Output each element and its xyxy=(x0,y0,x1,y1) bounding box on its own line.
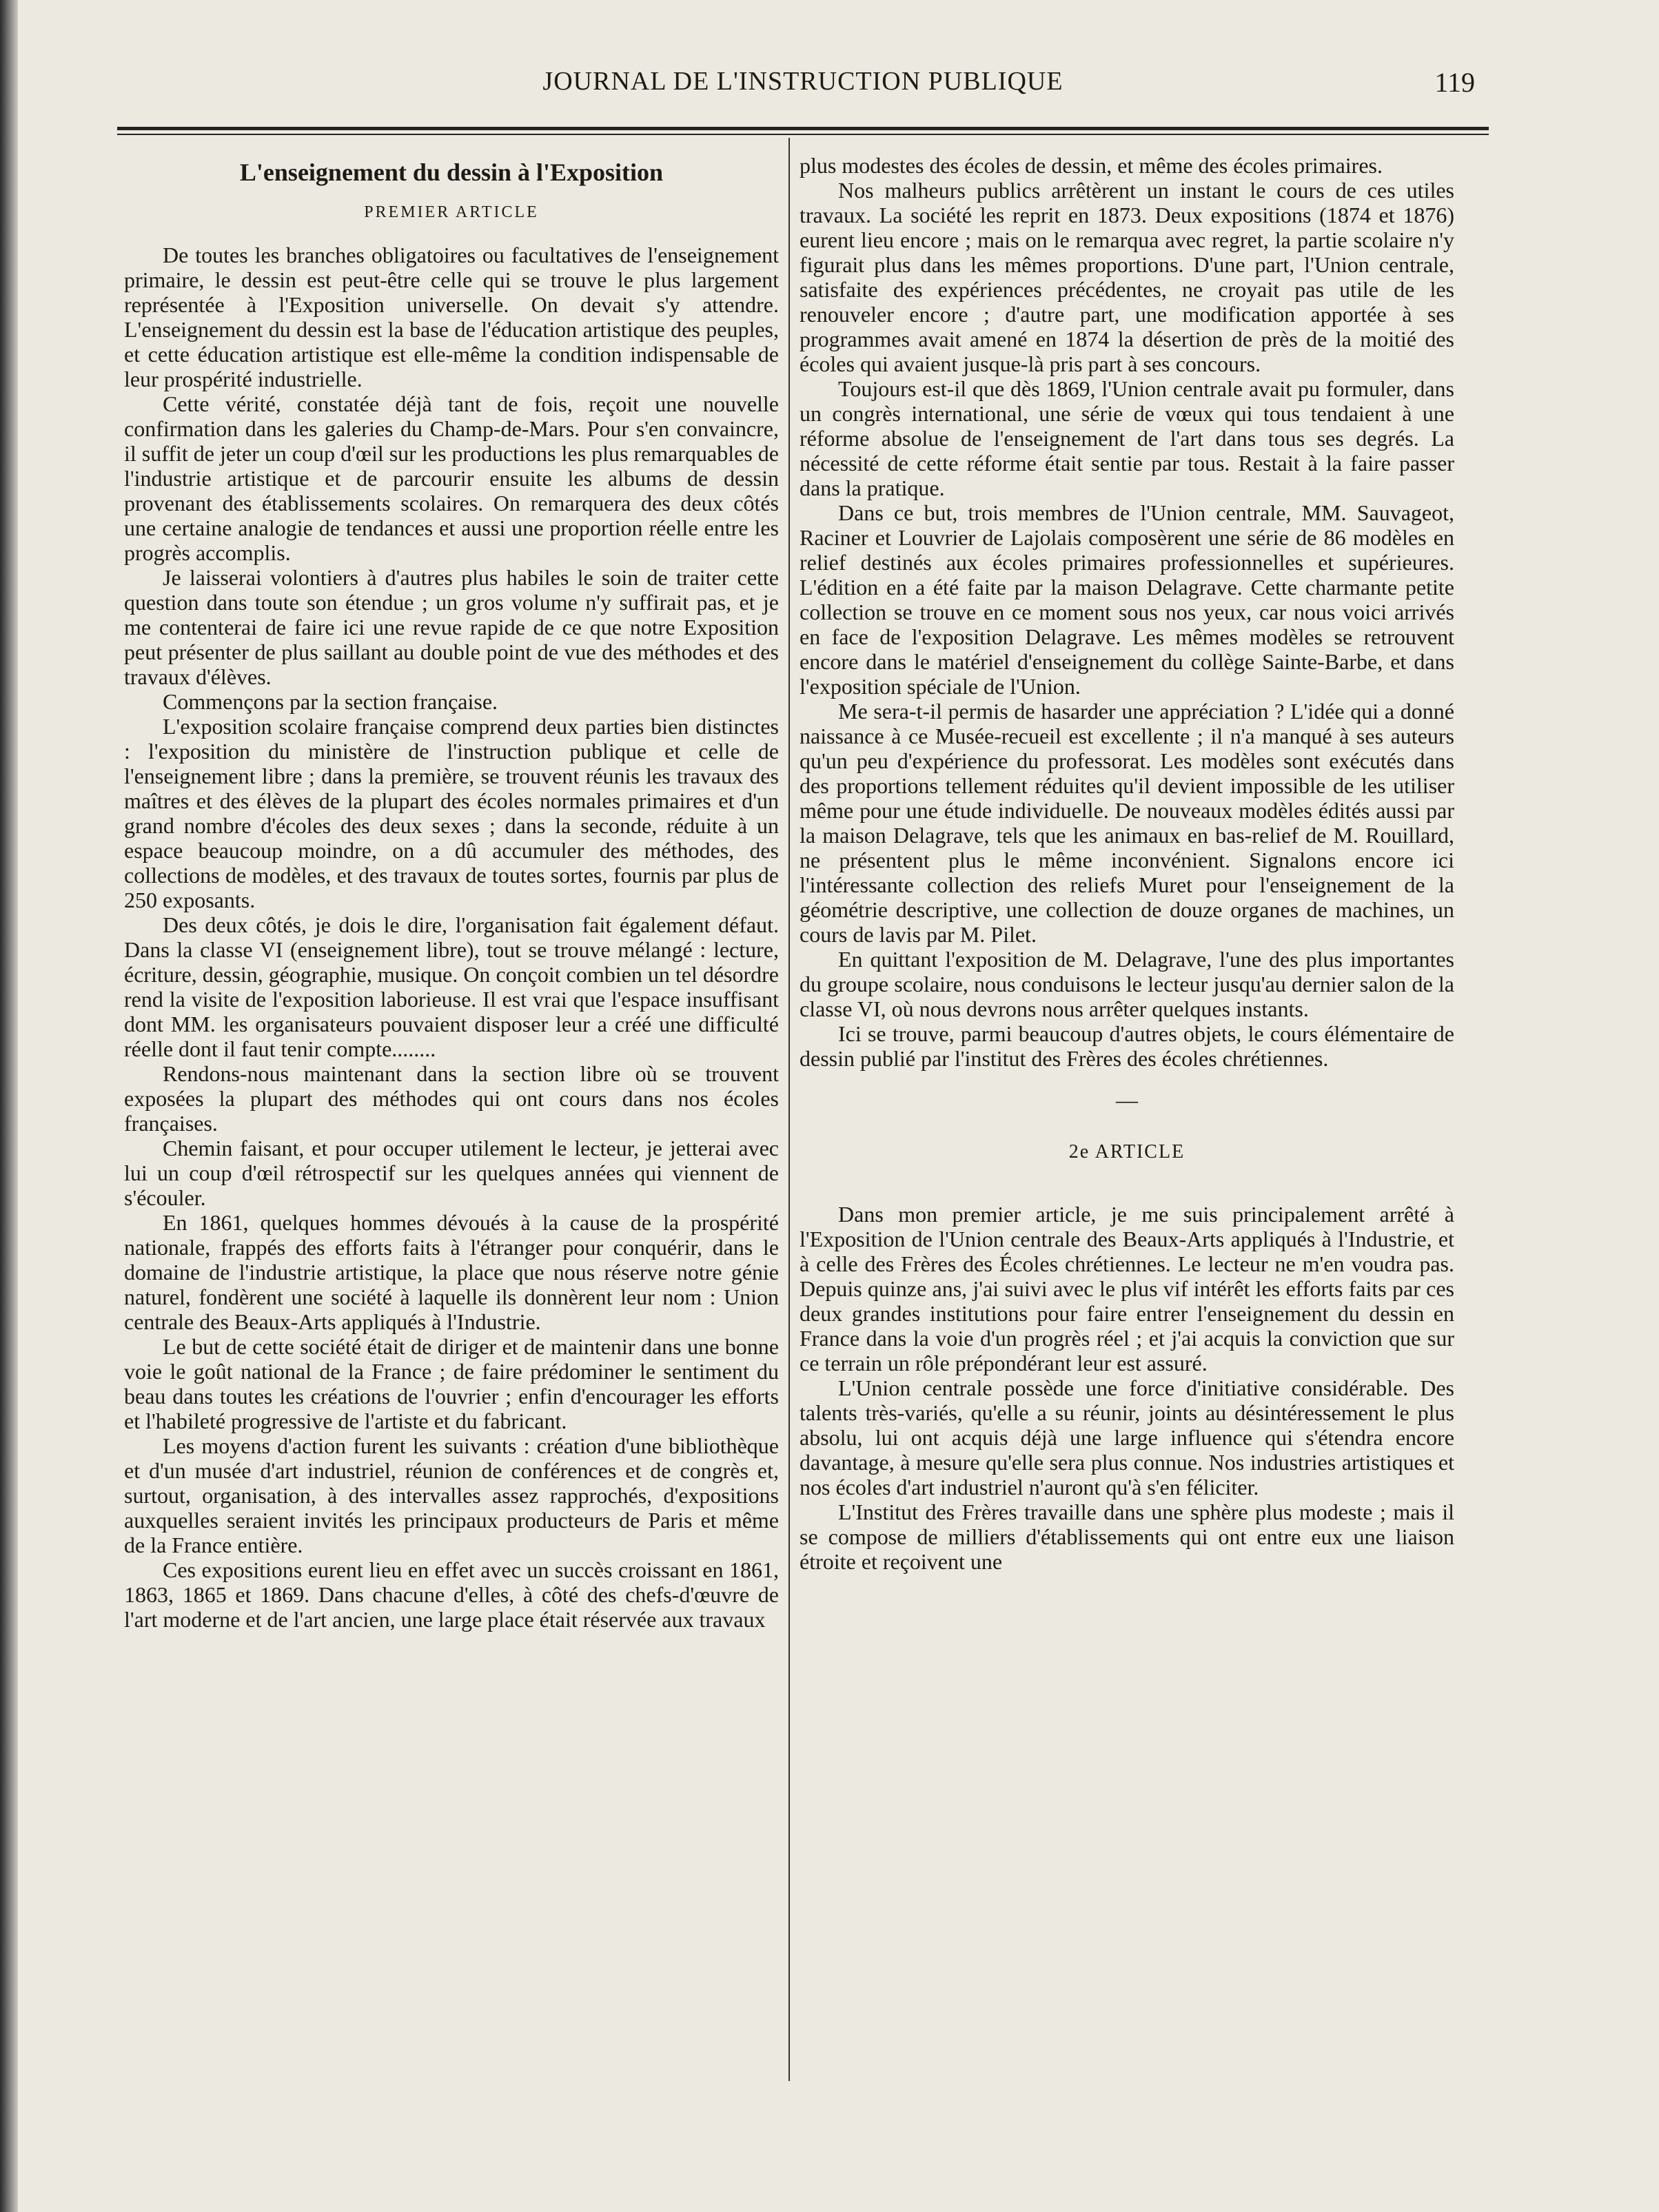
article-title: L'enseignement du dessin à l'Exposition xyxy=(239,158,664,186)
paragraph: L'exposition scolaire française comprend deux parties bien distinctes : l'exposition du ministère de l'instruction publique et celle de l'enseignement libre ; dans la première, se trouvent réunis les travaux des maîtres et des élèves de la plupart des écoles normales primaires et d'un grand nombre d'écoles des deux sexes ; dans la seconde, réduite à un espace beaucoup moindre, on a dû accumuler des méthodes, des collections de modèles, et des travaux de toutes sortes, fournis par plus de 250 exposants. xyxy=(124,714,779,912)
column-divider xyxy=(788,138,790,2081)
paragraph: Dans ce but, trois membres de l'Union centrale, MM. Sauvageot, Raciner et Louvrier de Lajolais composèrent une série de 86 modèles en relief destinés aux écoles primaires professionnelles et supérieures. L'édition en a été faite par la maison Delagrave. Cette charmante petite collection se trouve en ce moment sous nos yeux, car nous voici arrivés en face de l'exposition Delagrave. Les mêmes modèles se retrouvent encore dans le matériel d'enseignement du collège Sainte-Barbe, et dans l'exposition spéciale de l'Union. xyxy=(800,500,1454,699)
paragraph: Cette vérité, constatée déjà tant de fois, reçoit une nouvelle confirmation dans les galeries du Champ-de-Mars. Pour s'en convaincre, il suffit de jeter un coup d'œil sur les productions les plus remarquables de l'industrie artistique et de parcourir ensuite les albums de dessin provenant des établissements scolaires. On remarquera des deux côtés une certaine analogie de tendances et aussi une proportion réelle entre les progrès accomplis. xyxy=(124,391,779,565)
right-column xyxy=(800,153,1454,1574)
page-header xyxy=(117,66,1489,107)
paragraph: Me sera-t-il permis de hasarder une appréciation ? L'idée qui a donné naissance à ce Musée-recueil est excellente ; il n'a manqué à ses auteurs qu'un peu d'expérience du professorat. Les modèles sont exécutés dans des proportions tellement réduites qu'il devient impossible de les utiliser même pour une étude individuelle. De nouveaux modèles édités aussi par la maison Delagrave, tels que les animaux en bas-relief de M. Rouillard, ne présentent plus le même inconvénient. Signalons encore ici l'intéressante collection des reliefs Muret pour l'enseignement de la géométrie descriptive, une collection de douze organes de machines, un cours de lavis par M. Pilet. xyxy=(800,699,1454,947)
paragraph: Commençons par la section française. xyxy=(163,689,498,714)
paragraph: L'Institut des Frères travaille dans une sphère plus modeste ; mais il se compose de milliers d'établissements qui ont entre eux une liaison étroite et reçoivent une xyxy=(800,1499,1454,1574)
paragraph: Ces expositions eurent lieu en effet avec un succès croissant en 1861, 1863, 1865 et 1869. Dans chacune d'elles, à côté des chefs-d'œuvre de l'art moderne et de l'art ancien, une large place était réservée aux travaux xyxy=(124,1557,779,1632)
paragraph: Des deux côtés, je dois le dire, l'organisation fait également défaut. Dans la classe VI (enseignement libre), tout se trouve mélangé : lecture, écriture, dessin, géographie, musique. On conçoit combien un tel désordre rend la visite de l'exposition laborieuse. Il est vrai que l'espace insuffisant dont MM. les organisateurs pouvaient disposer leur a créé une difficulté réelle dont il faut tenir compte........ xyxy=(124,912,779,1061)
left-column xyxy=(124,153,779,1632)
paragraph: Nos malheurs publics arrêtèrent un instant le cours de ces utiles travaux. La société les reprit en 1873. Deux expositions (1874 et 1876) eurent lieu encore ; mais on le remarqua avec regret, la partie scolaire n'y figurait plus dans les mêmes proportions. D'une part, l'Union centrale, satisfaite des expériences précédentes, ne croyait pas utile de les renouveler encore ; d'autre part, une modification apportée à ses programmes avait amené en 1874 la désertion de près de la moitié des écoles qui avaient jusque-là pris part à ses concours. xyxy=(800,178,1454,376)
paragraph: Rendons-nous maintenant dans la section libre où se trouvent exposées la plupart des méthodes qui ont cours dans nos écoles françaises. xyxy=(124,1061,779,1136)
paragraph-continued: plus modestes des écoles de dessin, et même des écoles primaires. xyxy=(800,153,1383,178)
paragraph: De toutes les branches obligatoires ou facultatives de l'enseignement primaire, le dessin est peut-être celle qui se trouve le plus largement représentée à l'Exposition universelle. On devait s'y attendre. L'enseignement du dessin est la base de l'éducation artistique des peuples, et cette éducation artistique est elle-même la condition indispensable de leur prospérité industrielle. xyxy=(124,243,779,391)
paragraph: Les moyens d'action furent les suivants : création d'une bibliothèque et d'un musée d'art industriel, réunion de conférences et de congrès et, surtout, organisation, à des intervalles assez rapprochés, d'expositions auxquelles seraient invités les principaux producteurs de Paris et même de la France entière. xyxy=(124,1433,779,1557)
article-subtitle: PREMIER ARTICLE xyxy=(364,203,539,221)
header-rule-thin xyxy=(117,134,1489,135)
paragraph: Je laisserai volontiers à d'autres plus habiles le soin de traiter cette question dans toute son étendue ; un gros volume n'y suffirait pas, et je me contenterai de faire ici une revue rapide de ce que notre Exposition peut présenter de plus saillant au double point de vue des méthodes et des travaux d'élèves. xyxy=(124,565,779,689)
paragraph: Dans mon premier article, je me suis principalement arrêté à l'Exposition de l'Union centrale des Beaux-Arts appliqués à l'Industrie, et à celle des Frères des Écoles chrétiennes. Le lecteur ne m'en voudra pas. Depuis quinze ans, j'ai suivi avec le plus vif intérêt les efforts faits par ces deux grandes institutions pour faire entrer l'enseignement du dessin en France dans la voie d'un progrès réel ; et j'ai acquis la conviction que sur ce terrain un rôle prépondérant leur est assuré. xyxy=(800,1202,1454,1375)
paragraph: L'Union centrale possède une force d'initiative considérable. Des talents très-variés, qu'elle a su réunir, joints au désintéressement le plus absolu, lui ont acquis déjà une large influence qui s'étendra encore davantage, à mesure qu'elle sera plus connue. Nos industries artistiques et nos écoles d'art industriel n'auront qu'à s'en féliciter. xyxy=(800,1375,1454,1499)
article-2-heading: 2e ARTICLE xyxy=(1068,1141,1185,1163)
paragraph: En 1861, quelques hommes dévoués à la cause de la prospérité nationale, frappés des efforts faits à l'étranger pour conquérir, dans le domaine de l'industrie artistique, la place que nous réserve notre génie naturel, fondèrent une société à laquelle ils donnèrent leur nom : Union centrale des Beaux-Arts appliqués à l'Industrie. xyxy=(124,1210,779,1334)
paragraph: Toujours est-il que dès 1869, l'Union centrale avait pu formuler, dans un congrès international, une série de vœux qui tous tendaient à une réforme absolue de l'enseignement de l'art dans tous ses degrés. La nécessité de cette réforme était sentie par tous. Restait à la faire passer dans la pratique. xyxy=(800,376,1454,500)
paragraph: En quittant l'exposition de M. Delagrave, l'une des plus importantes du groupe scolaire, nous conduisons le lecteur jusqu'au dernier salon de la classe VI, où nous devrons nous arrêter quelques instants. xyxy=(800,947,1454,1021)
section-separator: — xyxy=(1116,1087,1138,1112)
page-number: 119 xyxy=(1434,67,1475,98)
paragraph: Ici se trouve, parmi beaucoup d'autres objets, le cours élémentaire de dessin publié par l'institut des Frères des écoles chrétiennes. xyxy=(800,1021,1454,1071)
paragraph: Le but de cette société était de diriger et de maintenir dans une bonne voie le goût national de la France ; de faire prédominer le sentiment du beau dans toutes les créations de l'ouvrier ; enfin d'encourager les efforts et l'habileté progressive de l'artiste et du fabricant. xyxy=(124,1334,779,1433)
header-rule-thick xyxy=(117,127,1489,130)
scan-page-edge xyxy=(0,0,18,2212)
paragraph: Chemin faisant, et pour occuper utilement le lecteur, je jetterai avec lui un coup d'œil rétrospectif sur les quelques années qui viennent de s'écouler. xyxy=(124,1136,779,1210)
running-title: JOURNAL DE L'INSTRUCTION PUBLIQUE xyxy=(542,67,1063,96)
